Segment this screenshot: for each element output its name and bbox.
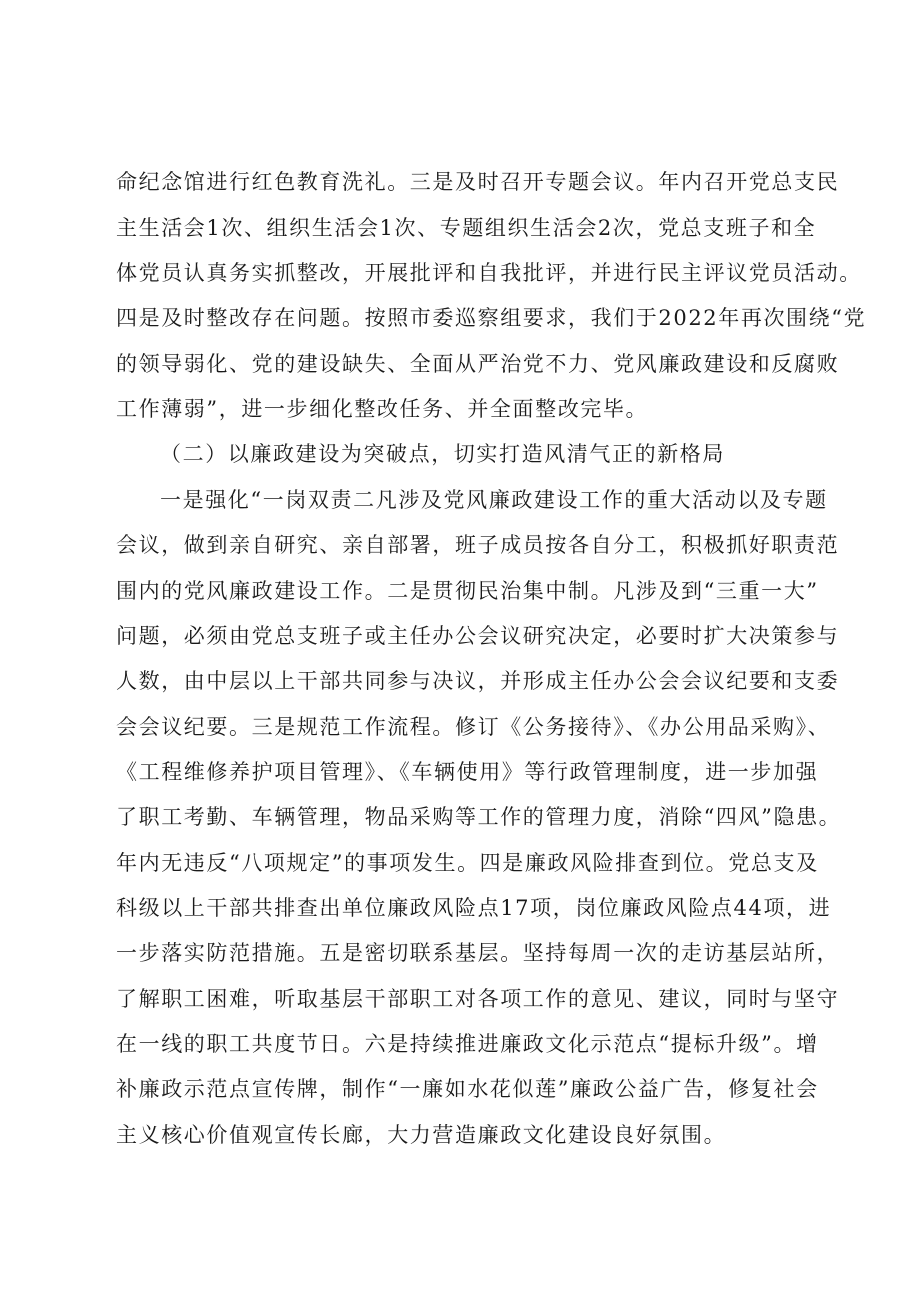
paragraph-1-line-4: 四是及时整改存在问题。按照市委巡察组要求，我们于2022年再次围绕“党: [116, 306, 867, 330]
paragraph-1-line-5: 的领导弱化、党的建设缺失、全面从严治党不力、党风廉政建设和反腐败: [116, 352, 840, 376]
section-heading: （二）以廉政建设为突破点，切实打造风清气正的新格局: [160, 442, 725, 466]
paragraph-2-line-3: 围内的党风廉政建设工作。二是贯彻民治集中制。凡涉及到“三重一大”: [116, 579, 819, 603]
paragraph-2-line-5: 人数，由中层以上干部共同参与决议，并形成主任办公会会议纪要和支委: [116, 669, 840, 693]
paragraph-2-line-8: 了职工考勤、车辆管理，物品采购等工作的管理力度，消除“四风”隐患。: [116, 805, 842, 829]
paragraph-2-line-13: 在一线的职工共度节日。六是持续推进廉政文化示范点“提标升级”。增: [116, 1032, 819, 1056]
paragraph-1-line-1: 命纪念馆进行红色教育洗礼。三是及时召开专题会议。年内召开党总支民: [116, 170, 840, 194]
paragraph-2-line-14: 补廉政示范点宣传牌，制作“一廉如水花似莲”廉政公益广告，修复社会: [116, 1077, 819, 1101]
paragraph-2-line-11: 一步落实防范措施。五是密切联系基层。坚持每周一次的走访基层站所，: [116, 941, 840, 965]
paragraph-2-line-10: 科级以上干部共排查出单位廉政风险点17项，岗位廉政风险点44项，进: [116, 896, 832, 920]
paragraph-2-line-15: 主义核心价值观宣传长廊，大力营造廉政文化建设良好氛围。: [116, 1123, 727, 1147]
paragraph-1-line-6: 工作薄弱”，进一步细化整改任务、并全面整改完毕。: [116, 397, 649, 421]
paragraph-2-line-1: 一是强化“一岗双责二凡涉及党风廉政建设工作的重大活动以及专题: [160, 488, 828, 512]
paragraph-1-line-2: 主生活会1次、组织生活会1次、专题组织生活会2次，党总支班子和全: [116, 216, 817, 240]
paragraph-2-line-9: 年内无违反“八项规定”的事项发生。四是廉政风险排查到位。党总支及: [116, 851, 819, 875]
paragraph-1-line-3: 体党员认真务实抓整改，开展批评和自我批评，并进行民主评议党员活动。: [116, 261, 862, 285]
paragraph-2-line-4: 问题，必须由党总支班子或主任办公会议研究决定，必要时扩大决策参与: [116, 624, 840, 648]
paragraph-2-line-6: 会会议纪要。三是规范工作流程。修订《公务接待》、《办公用品采购》、: [116, 715, 831, 739]
paragraph-2-line-2: 会议，做到亲自研究、亲自部署，班子成员按各自分工，积极抓好职责范: [116, 533, 840, 557]
paragraph-2-line-12: 了解职工困难，听取基层干部职工对各项工作的意见、建议，同时与坚守: [116, 987, 840, 1011]
paragraph-2-line-7: 《工程维修养护项目管理》、《车辆使用》等行政管理制度，进一步加强: [116, 760, 819, 784]
